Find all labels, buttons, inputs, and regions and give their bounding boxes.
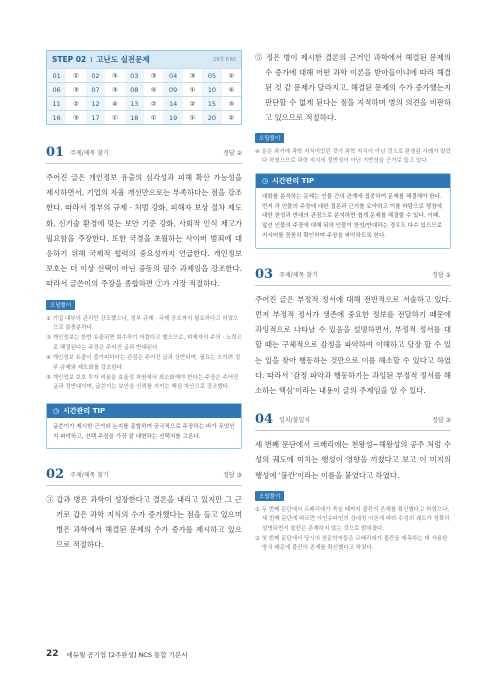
q03-header bbox=[255, 267, 451, 286]
q03-number: 03 bbox=[255, 266, 274, 282]
q01-wrong-answer-badge: 오답풀이 bbox=[46, 300, 75, 310]
answer-number: 15 bbox=[202, 96, 221, 110]
q02-option-5: ⑤ 정은 병이 제시한 결론의 근거인 과학에서 해결된 문제의 수 증가에 대해 어떤 과학 이론을 받아들이냐에 따라 해결된 것 같 문제가 달라지고, 해결된 문제의 수가 증가했는지 판단할 수 없게 된다는 점을 지적하며 병의 의견을 비판하고 있으므로 적절하다. bbox=[255, 53, 451, 122]
time-tip-box bbox=[255, 173, 451, 249]
step-tag: STEP 02 bbox=[52, 55, 87, 64]
note-item: ① 두 번째 문단에서 르베리에가 죽을 때까지 불칸의 존재를 확신했다고 하였으나, 세 번째 문단에 따르면 아인슈타인의 상대성 이론에 따라 수성의 궤도가 정확히 설명되면서 불칸은 존재하지 않는 것으로 밝혀졌다. bbox=[255, 506, 450, 532]
q02-type-label: 주제/제목 찾기 bbox=[70, 472, 109, 480]
answer-number: 12 bbox=[86, 96, 105, 110]
answer-value: ② bbox=[183, 96, 202, 110]
time-tip-body: 대화를 분석하는 문제는 인물 간의 관계에 집중하여 문제를 해결해야 한다. 먼저 각 인물의 주장에 대한 결론과 근거를 요약하고 이를 바탕으로 쟁점에 대한 찬성과 반대의 관점으로 분석하면 쉽게 문제를 해결할 수 있다. 이때, 앞선 인물의 주장에 대해 뒤의 인물이 찬성/반대하는 경우도 다수 있으므로 지시어를 꼼꼼히 확인하며 주장을 파악하도록 한다. bbox=[262, 193, 442, 239]
answer-number: 11 bbox=[47, 96, 66, 110]
answer-number: 14 bbox=[163, 96, 182, 110]
answer-number: 10 bbox=[202, 82, 221, 96]
time-tip-body: 글쓴이가 제시한 근거와 논지를 종합하여 궁극적으로 주장하는 바가 무엇인지 파악하고, 선택 주장을 가장 잘 대변하는 선택지를 고른다. bbox=[53, 423, 235, 440]
page-footer bbox=[46, 649, 188, 659]
answer-number: 01 bbox=[47, 68, 66, 82]
right-column bbox=[255, 50, 451, 555]
left-column bbox=[46, 50, 242, 552]
clock-icon: ◷ bbox=[53, 406, 60, 415]
time-tip-header bbox=[256, 174, 450, 188]
answer-value: ① bbox=[183, 82, 202, 96]
q04-header bbox=[255, 412, 451, 431]
answer-number: 05 bbox=[202, 68, 221, 82]
q02-option-3: ③ 갑과 병은 과학이 성장한다고 결론을 내리고 있지만 그 근거로 갑은 과학 지식의 수가 증가했다는 점을 들고 있으며 병은 과학에서 해결된 문제의 수가 증가를 제시하고 있으므로 적절하다. bbox=[46, 495, 242, 550]
answer-value: ③ bbox=[66, 110, 85, 124]
q01-explanation: 주어진 글은 개인정보 유출의 심각성과 피해 확산 가능성을 제시하면서, 기업의 자율 개선만으로는 부족하다는 점을 강조한다. 따라서 정부의 규제 · 처벌 강화, 피해자 보상 절차 제도화, 신기술 환경에 맞는 보안 기준 강화, 사회적 인식 제고가 필요함을 주장한다. 또한 국경을 초월하는 사이버 범죄에 대응하기 위해 국제적 협력의 중요성까지 언급한다. 개인정보 보호는 더 이상 선택이 아닌 공동의 필수 과제임을 강조한다. 따라서 글쓴이의 주장을 종합하면 ②가 가장 적절하다. bbox=[46, 173, 242, 289]
note-item: ② 첫 번째 문단에서 당시의 천문학자들은 르베리에가 불칸을 예측하는 데 사용한 방식 때문에 불칸의 존재를 확신했다고 하였다. bbox=[255, 536, 448, 552]
q04-wrong-answer-badge: 오답풀이 bbox=[255, 491, 284, 501]
answer-number: 09 bbox=[163, 82, 182, 96]
answer-value: ③ bbox=[144, 68, 163, 82]
answer-value: ② bbox=[222, 68, 241, 82]
note-item: ③ 개인정보는 한번 유출되면 회수하기 어렵다고 했으므로, 피해자의 주의 · 노력으로 해결된다는 주장은 주어진 글과 반대된다. bbox=[46, 335, 242, 351]
answer-value: ① bbox=[144, 110, 163, 124]
q04-answer: 정답 ③ bbox=[432, 417, 451, 425]
book-title: 에듀윌 공기업 [2주완성] NCS 통합 기본서 bbox=[66, 650, 188, 659]
answer-value: ⑤ bbox=[144, 82, 163, 96]
q02-number: 02 bbox=[46, 467, 65, 483]
step-page-ref: 29쪽 P.60 bbox=[213, 57, 236, 63]
q04-explanation: 세 번째 문단에서 르베리에는 천왕성~해왕성의 공주 처럼 수성의 궤도에 미치는 행성이 영향을 끼쳤다고 보고 이 미지의 행성에 '불칸'이라는 이름을 붙였다고 하였다. bbox=[255, 440, 451, 480]
answer-number: 07 bbox=[86, 82, 105, 96]
answer-number: 04 bbox=[163, 68, 182, 82]
answer-number: 20 bbox=[202, 110, 221, 124]
answer-value: ③ bbox=[105, 68, 124, 82]
q03-explanation: 주어진 글은 부정적 정서에 대해 전반적으로 서술하고 있다. 먼저 부정적 정서가 생존에 중요한 정보를 전달하기 때문에 과잉적으로 나타날 수 있음을 설명하면서, 부정적 정서를 대할 때는 구체적으로 감정을 파악하여 이해하고 당장 할 수 있는 일을 찾아 행동하는 것만으로 이를 해소할 수 있다고 하였다. 따라서 '감정 파악과 행동하기는 과잉된 부정적 정서를 해소하는 핵심'이라는 내용이 글의 주제임을 알 수 있다. bbox=[255, 294, 451, 396]
note-item: ⑤ 개인정보 보호 투자 비용을 효율성 차원에서 최소화해야 한다는 주장은 주어진 글과 정반대이며, 글쓴이는 보안을 신뢰를 지키는 핵심 자산으로 강조했다. bbox=[46, 375, 239, 391]
time-tip-box bbox=[46, 403, 242, 450]
answer-number: 06 bbox=[47, 82, 66, 96]
time-tip-header bbox=[47, 404, 241, 418]
q04-notes bbox=[255, 506, 451, 554]
answer-number: 02 bbox=[86, 68, 105, 82]
q01-number: 01 bbox=[46, 145, 65, 160]
q03-answer: 정답 ① bbox=[432, 271, 451, 279]
step-title: 고난도 실전문제 bbox=[96, 55, 150, 64]
answer-number: 19 bbox=[163, 110, 182, 124]
answer-value: ③ bbox=[105, 82, 124, 96]
answer-value: ② bbox=[66, 68, 85, 82]
answer-value: ③ bbox=[183, 68, 202, 82]
answer-value: ② bbox=[222, 110, 241, 124]
q01-answer: 정답 ② bbox=[223, 150, 242, 157]
note-item: ④ 개인정보 유출이 불가피하다는 관점은 주어진 글과 상반되며, 필요는 오히려 정부 규제와 제도화를 강조한다. bbox=[46, 355, 241, 371]
time-tip-title: 시간관리 TIP bbox=[272, 176, 315, 185]
answer-key-header bbox=[47, 51, 241, 68]
answer-value: ② bbox=[144, 96, 163, 110]
answer-value: ① bbox=[105, 110, 124, 124]
note-item: ④ 을은 과거에 과학 지식이었던 것이 과학 지식이 아닌 것으로 판정된 사례가 많았다 하였으므로 과학 지식의 절반성이 아닌 기반성을 근거로 들고 있다. bbox=[255, 149, 451, 165]
q04-type-label: 일치/불일치 bbox=[279, 417, 311, 425]
answer-value: ③ bbox=[66, 82, 85, 96]
q03-type-label: 주제/제목 찾기 bbox=[279, 271, 318, 279]
answer-value: ② bbox=[66, 96, 85, 110]
q04-number: 04 bbox=[255, 412, 274, 428]
q02-notes bbox=[255, 148, 451, 167]
answer-number: 16 bbox=[47, 110, 66, 124]
answer-grid bbox=[47, 68, 241, 124]
note-item: ① 기업 내부의 관리만 강조했으나, 정부 규제 · 국제 공조까지 필요하다고 하였으므로 불충분하다. bbox=[46, 315, 239, 332]
answer-value: ① bbox=[183, 110, 202, 124]
q01-header bbox=[46, 145, 242, 164]
answer-value: ④ bbox=[105, 96, 124, 110]
answer-value: ⑤ bbox=[222, 82, 241, 96]
step-separator: I bbox=[90, 55, 93, 64]
answer-number: 03 bbox=[125, 68, 144, 82]
page-number: 22 bbox=[46, 649, 59, 659]
q02-answer: 정답 ③ bbox=[223, 472, 242, 480]
answer-number: 17 bbox=[86, 110, 105, 124]
answer-value: ③ bbox=[222, 96, 241, 110]
clock-icon: ◷ bbox=[262, 176, 269, 185]
q01-notes bbox=[46, 315, 242, 393]
q01-type-label: 주제/제목 찾기 bbox=[70, 150, 109, 157]
answer-number: 18 bbox=[125, 110, 144, 124]
answer-key-box bbox=[46, 50, 242, 125]
q02-wrong-answer-badge: 오답풀이 bbox=[255, 133, 284, 143]
answer-number: 13 bbox=[125, 96, 144, 110]
time-tip-title: 시간관리 TIP bbox=[63, 406, 106, 415]
q02-header bbox=[46, 467, 242, 486]
answer-number: 08 bbox=[125, 82, 144, 96]
